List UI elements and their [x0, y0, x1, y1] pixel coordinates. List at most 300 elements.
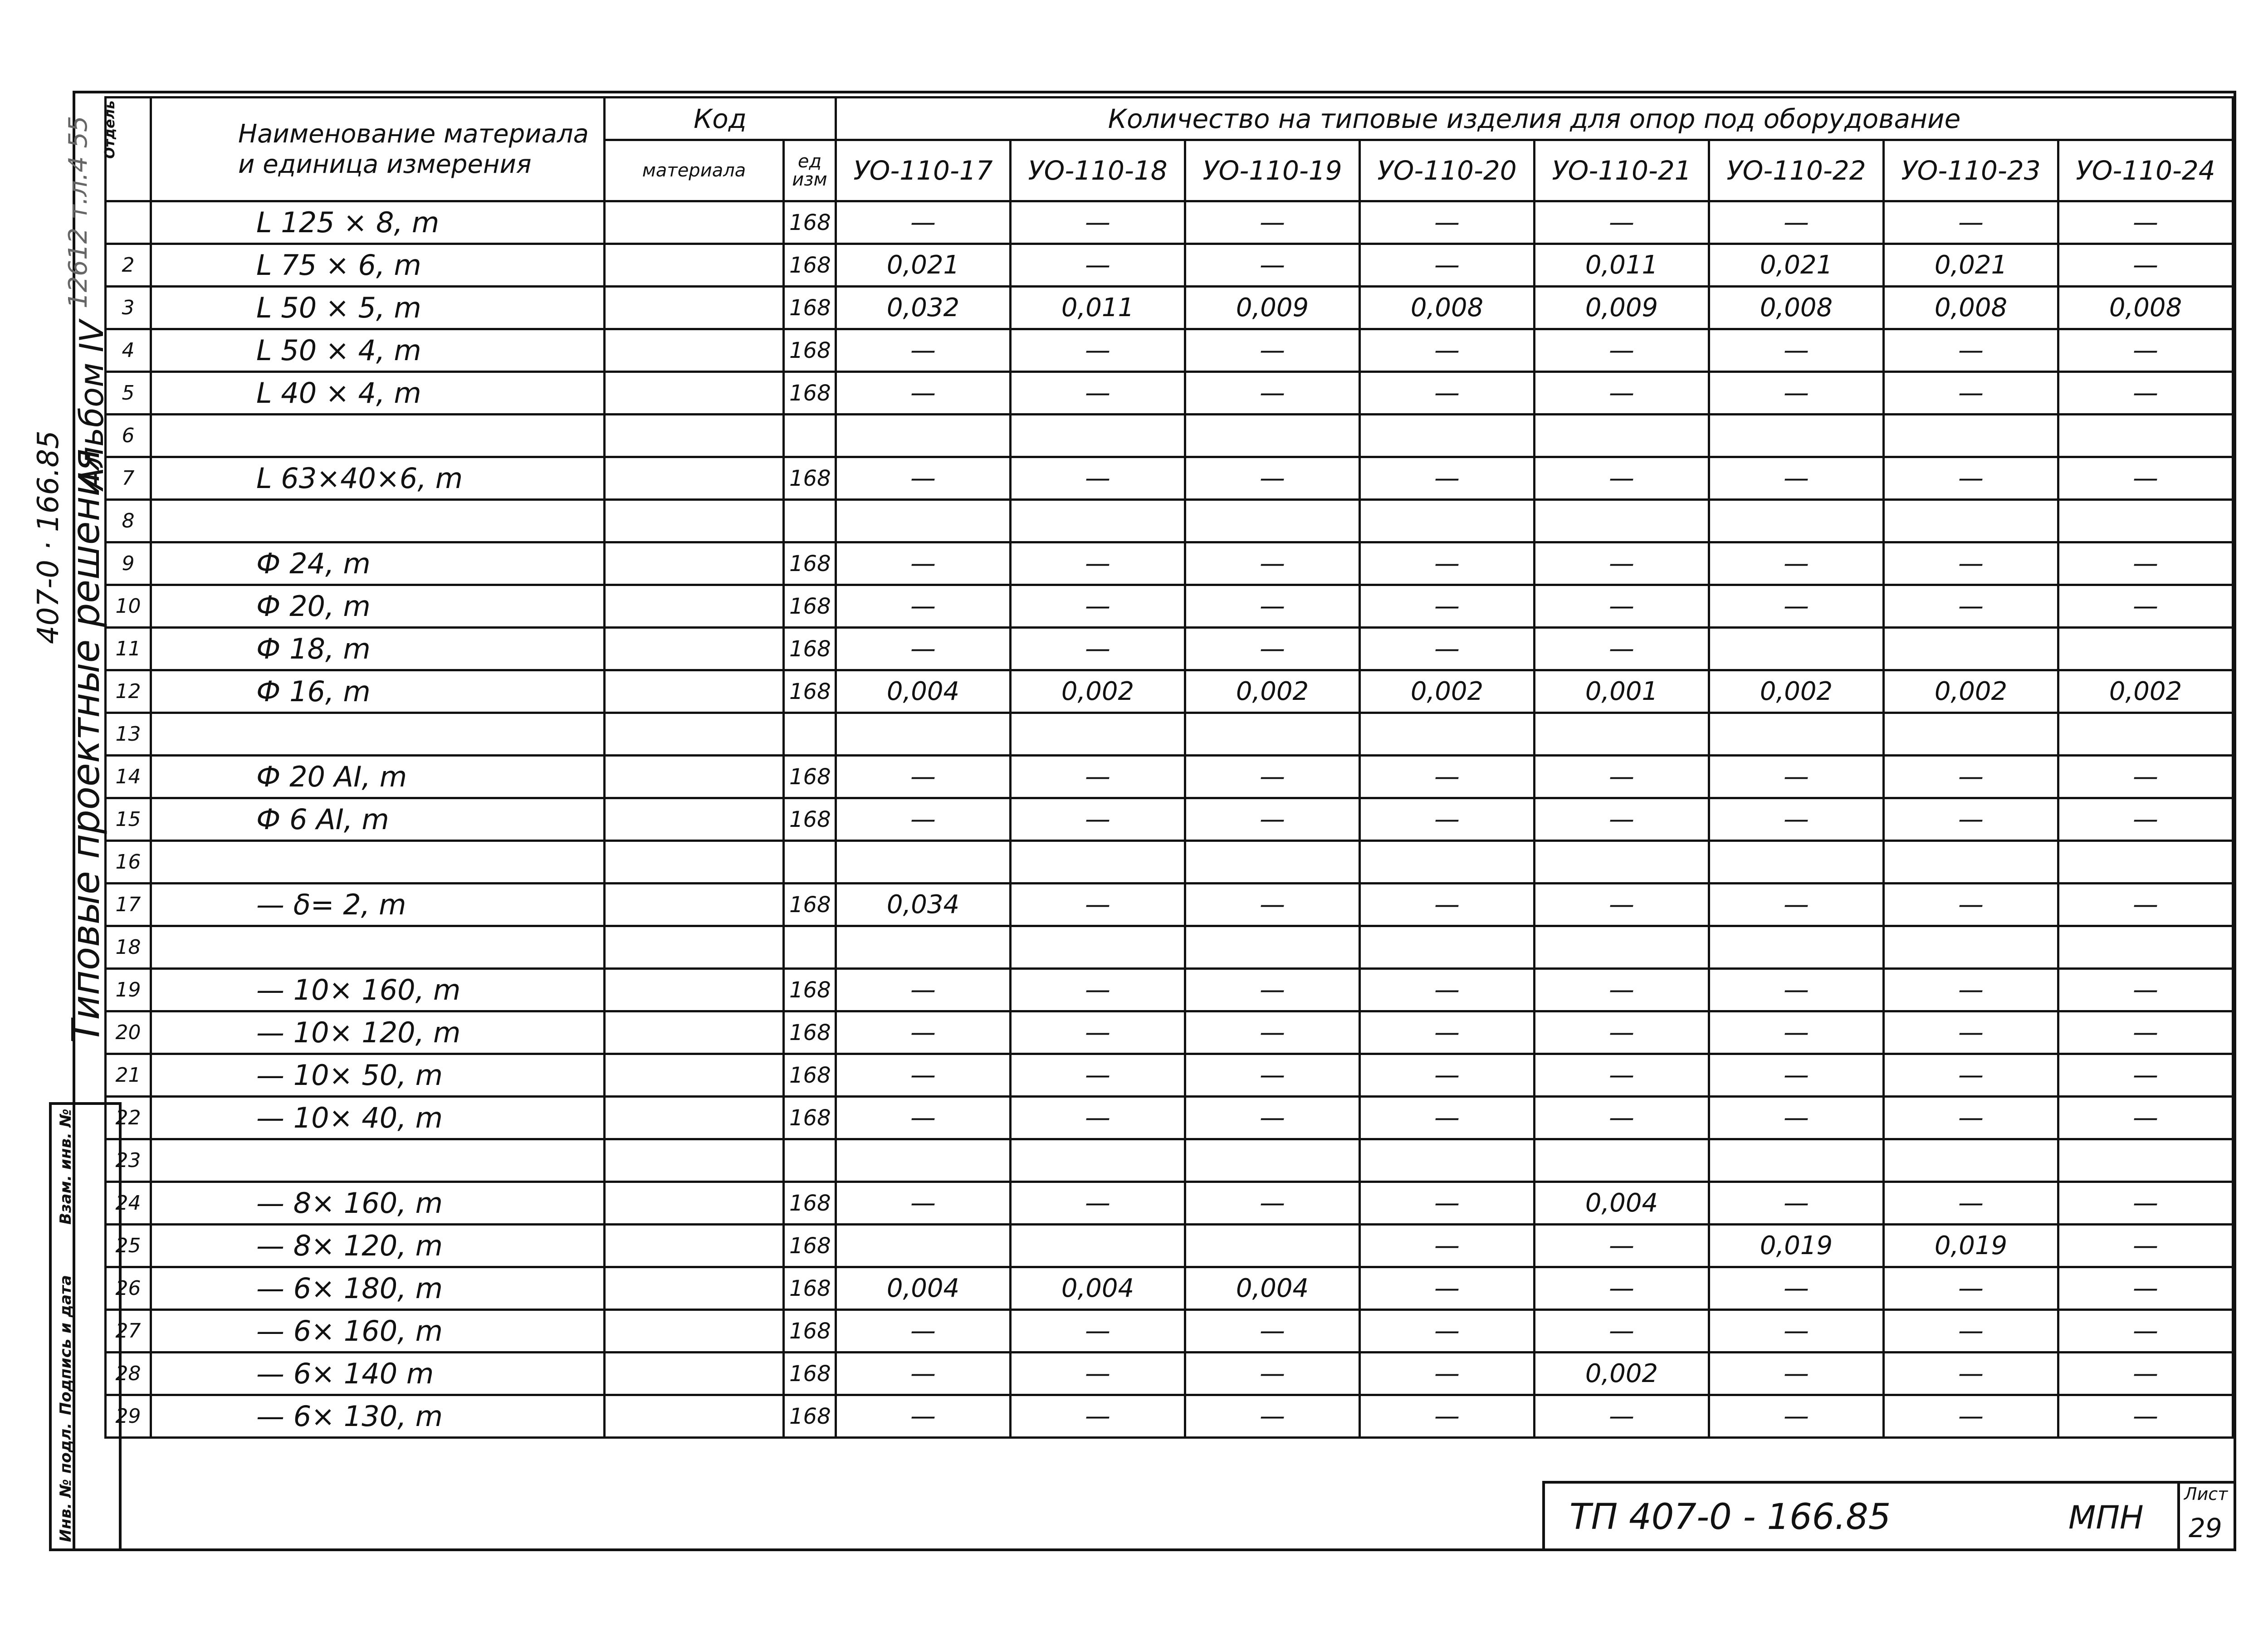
table-row [106, 670, 2233, 713]
row-number: 5 [106, 372, 151, 415]
quantity-cell [1709, 628, 1884, 670]
quantity-cell [2058, 628, 2233, 670]
quantity-cell: — [1709, 1097, 1884, 1139]
quantity-cell [1011, 713, 1185, 756]
table-row [106, 1097, 2233, 1139]
row-number: 14 [106, 756, 151, 798]
replacement-label: Взам. инв. № [57, 1109, 75, 1225]
quantity-cell: — [1185, 1182, 1360, 1225]
material-name: — 6× 180, m [151, 1267, 605, 1310]
material-name [151, 1139, 605, 1182]
quantity-cell: — [1535, 1225, 1709, 1267]
row-number: 9 [106, 542, 151, 585]
quantity-cell: — [1535, 1395, 1709, 1438]
quantity-cell: 0,004 [1185, 1267, 1360, 1310]
material-name: Ф 24, m [151, 542, 605, 585]
product-column-header: УО-110-22 [1709, 140, 1884, 201]
row-number: 11 [106, 628, 151, 670]
quantity-cell: — [836, 1054, 1011, 1097]
quantity-cell: — [1535, 756, 1709, 798]
quantity-cell: — [2058, 1011, 2233, 1054]
quantity-cell [1011, 500, 1185, 542]
quantity-cell: 0,002 [1884, 670, 2058, 713]
material-name [151, 713, 605, 756]
quantity-cell [1360, 500, 1535, 542]
quantity-cell: — [1709, 585, 1884, 628]
quantity-cell: — [1011, 457, 1185, 500]
quantity-cell [1185, 1139, 1360, 1182]
quantity-cell: — [1709, 969, 1884, 1011]
quantity-cell: — [1185, 372, 1360, 415]
material-name: Ф 16, m [151, 670, 605, 713]
quantity-cell: — [1011, 329, 1185, 372]
material-code [605, 500, 784, 542]
quantity-cell: — [1709, 542, 1884, 585]
quantity-cell [1360, 713, 1535, 756]
quantity-cell: — [1185, 1097, 1360, 1139]
quantity-cell: — [1011, 244, 1185, 287]
table-row [106, 1310, 2233, 1353]
quantity-cell: — [1535, 1054, 1709, 1097]
row-number-header [106, 98, 151, 201]
quantity-cell: — [2058, 798, 2233, 841]
quantity-cell: — [1360, 1097, 1535, 1139]
quantity-cell: 0,011 [1535, 244, 1709, 287]
quantity-cell: — [2058, 1225, 2233, 1267]
material-name: L 40 × 4, m [151, 372, 605, 415]
quantity-cell [1884, 1139, 2058, 1182]
unit-code: 168 [784, 1395, 836, 1438]
quantity-cell: 0,002 [1185, 670, 1360, 713]
album-label: Альбом IV [73, 320, 111, 490]
material-code [605, 244, 784, 287]
quantity-cell: — [1360, 201, 1535, 244]
unit-code: 168 [784, 542, 836, 585]
top-note: 12612 т.л.4 55 [64, 116, 93, 308]
header-row-1 [106, 98, 2233, 140]
quantity-cell [2058, 1139, 2233, 1182]
material-code [605, 1182, 784, 1225]
quantity-cell: — [836, 585, 1011, 628]
quantity-cell: — [2058, 1353, 2233, 1395]
quantity-cell: — [1011, 585, 1185, 628]
quantity-cell [1884, 841, 2058, 884]
material-name: Ф 18, m [151, 628, 605, 670]
quantity-cell [2058, 415, 2233, 457]
product-column-header: УО-110-24 [2058, 140, 2233, 201]
quantity-cell: — [1709, 1310, 1884, 1353]
material-code [605, 926, 784, 969]
quantity-cell: — [1185, 457, 1360, 500]
quantity-cell: — [1709, 1011, 1884, 1054]
quantity-cell: 0,008 [2058, 287, 2233, 329]
quantity-cell: — [1884, 1054, 2058, 1097]
table-row [106, 287, 2233, 329]
material-code [605, 329, 784, 372]
quantity-cell [1535, 841, 1709, 884]
quantity-cell: — [1011, 1395, 1185, 1438]
product-column-header: УО-110-19 [1185, 140, 1360, 201]
quantity-cell: — [836, 756, 1011, 798]
material-name: — 10× 160, m [151, 969, 605, 1011]
quantity-cell: — [836, 372, 1011, 415]
unit-code: 168 [784, 1310, 836, 1353]
code-material-header: материала [605, 140, 784, 201]
quantity-cell: — [1884, 756, 2058, 798]
quantity-cell [2058, 926, 2233, 969]
unit-code: 168 [784, 585, 836, 628]
quantity-cell: — [836, 1395, 1011, 1438]
quantity-cell: — [2058, 329, 2233, 372]
material-code [605, 1011, 784, 1054]
quantity-cell: — [1884, 201, 2058, 244]
material-name: — 10× 40, m [151, 1097, 605, 1139]
table-row [106, 969, 2233, 1011]
quantity-cell: — [1535, 372, 1709, 415]
table-row [106, 500, 2233, 542]
quantity-cell: 0,032 [836, 287, 1011, 329]
section-label: Отдель [102, 100, 118, 159]
quantity-cell [1011, 415, 1185, 457]
material-name: — 10× 120, m [151, 1011, 605, 1054]
quantity-cell: — [1884, 969, 2058, 1011]
quantity-cell [1535, 713, 1709, 756]
row-number: 6 [106, 415, 151, 457]
unit-code: 168 [784, 756, 836, 798]
unit-code: 168 [784, 1225, 836, 1267]
material-name: Ф 20 AI, m [151, 756, 605, 798]
row-number: 12 [106, 670, 151, 713]
quantity-cell: — [1360, 585, 1535, 628]
quantity-cell [1185, 841, 1360, 884]
unit-code: 168 [784, 969, 836, 1011]
unit-code [784, 1139, 836, 1182]
material-name [151, 841, 605, 884]
quantity-cell [1709, 1139, 1884, 1182]
unit-code [784, 841, 836, 884]
quantity-cell [1360, 1139, 1535, 1182]
quantity-cell: 0,009 [1185, 287, 1360, 329]
quantity-cell: 0,021 [1884, 244, 2058, 287]
material-code [605, 884, 784, 926]
quantity-cell: — [1535, 969, 1709, 1011]
material-code [605, 628, 784, 670]
product-column-header: УО-110-20 [1360, 140, 1535, 201]
quantity-cell: 0,002 [1011, 670, 1185, 713]
quantity-cell: 0,008 [1884, 287, 2058, 329]
material-code [605, 1225, 784, 1267]
quantity-cell: — [1185, 798, 1360, 841]
quantity-cell: — [1709, 1395, 1884, 1438]
quantity-cell: — [2058, 457, 2233, 500]
material-code [605, 713, 784, 756]
material-code [605, 415, 784, 457]
quantity-cell: — [1535, 201, 1709, 244]
material-name [151, 926, 605, 969]
material-code [605, 1139, 784, 1182]
quantity-cell [836, 1139, 1011, 1182]
row-number: 21 [106, 1054, 151, 1097]
quantity-cell: — [1709, 798, 1884, 841]
quantity-cell: 0,021 [1709, 244, 1884, 287]
quantity-cell: — [1011, 1353, 1185, 1395]
table-row [106, 713, 2233, 756]
quantity-cell: — [1011, 756, 1185, 798]
doc-ref: 407-0 · 166.85 [32, 430, 65, 644]
row-number: 26 [106, 1267, 151, 1310]
row-number: 3 [106, 287, 151, 329]
quantity-cell: — [836, 329, 1011, 372]
material-name: L 50 × 4, m [151, 329, 605, 372]
table-body [106, 201, 2233, 1438]
quantity-cell: 0,021 [836, 244, 1011, 287]
quantity-cell: — [836, 798, 1011, 841]
unit-code: 168 [784, 244, 836, 287]
quantity-cell: — [1535, 585, 1709, 628]
material-code [605, 457, 784, 500]
quantity-cell: — [2058, 542, 2233, 585]
quantity-cell [1709, 926, 1884, 969]
unit-code: 168 [784, 670, 836, 713]
row-number: 19 [106, 969, 151, 1011]
quantity-cell: 0,002 [1535, 1353, 1709, 1395]
unit-code: 168 [784, 329, 836, 372]
quantity-cell: — [1011, 1054, 1185, 1097]
quantity-cell: — [1360, 1310, 1535, 1353]
quantity-cell: 0,004 [836, 1267, 1011, 1310]
product-column-header: УО-110-23 [1884, 140, 2058, 201]
quantity-cell [1185, 926, 1360, 969]
quantity-cell: — [1709, 884, 1884, 926]
material-name: L 125 × 8, m [151, 201, 605, 244]
quantity-cell: 0,002 [2058, 670, 2233, 713]
material-code [605, 841, 784, 884]
unit-code: 168 [784, 372, 836, 415]
quantity-cell [836, 713, 1011, 756]
quantity-cell [1011, 926, 1185, 969]
quantity-cell: — [836, 201, 1011, 244]
material-name: Ф 20, m [151, 585, 605, 628]
row-number: 18 [106, 926, 151, 969]
quantity-cell [2058, 841, 2233, 884]
table-row [106, 926, 2233, 969]
material-name: — 6× 140 m [151, 1353, 605, 1395]
quantity-cell: — [2058, 1310, 2233, 1353]
quantity-cell: — [1884, 1267, 2058, 1310]
unit-code: 168 [784, 287, 836, 329]
quantity-cell: — [1185, 628, 1360, 670]
quantity-cell [1011, 1225, 1185, 1267]
quantity-cell [1360, 926, 1535, 969]
material-name: Ф 6 AI, m [151, 798, 605, 841]
quantity-cell: — [1884, 329, 2058, 372]
quantity-cell: — [1185, 1395, 1360, 1438]
quantity-cell [1884, 713, 2058, 756]
quantity-cell: — [1360, 969, 1535, 1011]
quantity-cell: — [1011, 1182, 1185, 1225]
row-number: 4 [106, 329, 151, 372]
table-row [106, 1353, 2233, 1395]
row-number: 25 [106, 1225, 151, 1267]
quantity-cell: — [1884, 1353, 2058, 1395]
table-row [106, 585, 2233, 628]
quantity-cell: — [836, 969, 1011, 1011]
row-number: 2 [106, 244, 151, 287]
quantity-cell: — [1185, 884, 1360, 926]
quantity-cell: — [1185, 1353, 1360, 1395]
table-row [106, 1011, 2233, 1054]
row-number: 17 [106, 884, 151, 926]
quantity-cell: — [1360, 372, 1535, 415]
quantity-cell: — [1011, 201, 1185, 244]
inventory-label: Инв. № подл. [57, 1422, 75, 1542]
material-code [605, 542, 784, 585]
unit-header: ед изм [784, 140, 836, 201]
material-name: L 63×40×6, m [151, 457, 605, 500]
quantity-cell: 0,008 [1709, 287, 1884, 329]
material-name: — δ= 2, m [151, 884, 605, 926]
quantity-cell: — [1884, 1011, 2058, 1054]
quantity-cell: 0,034 [836, 884, 1011, 926]
quantity-cell: — [1535, 1267, 1709, 1310]
material-code [605, 670, 784, 713]
quantity-header: Количество на типовые изделия для опор под оборудование [836, 98, 2233, 140]
unit-code [784, 713, 836, 756]
quantity-cell: — [2058, 1097, 2233, 1139]
quantity-cell: — [1011, 884, 1185, 926]
quantity-cell: — [1360, 1182, 1535, 1225]
row-number: 10 [106, 585, 151, 628]
material-name: — 8× 160, m [151, 1182, 605, 1225]
quantity-cell [836, 415, 1011, 457]
quantity-cell: — [1360, 798, 1535, 841]
quantity-cell: 0,004 [1011, 1267, 1185, 1310]
document-number: ТП 407-0 - 166.85 [1569, 1497, 1891, 1538]
material-code [605, 585, 784, 628]
unit-code: 168 [784, 1353, 836, 1395]
quantity-cell: — [1535, 457, 1709, 500]
material-name: L 50 × 5, m [151, 287, 605, 329]
quantity-cell: — [1360, 244, 1535, 287]
unit-code: 168 [784, 201, 836, 244]
quantity-cell: — [1360, 1395, 1535, 1438]
quantity-cell: — [836, 1011, 1011, 1054]
material-code [605, 1267, 784, 1310]
quantity-cell [836, 1225, 1011, 1267]
row-number: 20 [106, 1011, 151, 1054]
quantity-cell: — [1884, 1395, 2058, 1438]
quantity-cell: — [2058, 756, 2233, 798]
unit-code [784, 415, 836, 457]
quantity-cell [836, 926, 1011, 969]
quantity-cell: — [2058, 372, 2233, 415]
unit-code: 168 [784, 1054, 836, 1097]
table-row [106, 542, 2233, 585]
row-number: 15 [106, 798, 151, 841]
quantity-cell: — [1185, 201, 1360, 244]
quantity-cell: — [836, 1182, 1011, 1225]
quantity-cell: 0,011 [1011, 287, 1185, 329]
quantity-cell: — [1884, 1097, 2058, 1139]
row-number: 27 [106, 1310, 151, 1353]
material-name [151, 415, 605, 457]
quantity-cell: — [1360, 329, 1535, 372]
quantity-cell [1185, 415, 1360, 457]
quantity-cell: — [1011, 628, 1185, 670]
material-name-header: Наименование материала и единица измерения [151, 98, 605, 201]
quantity-cell: — [1360, 628, 1535, 670]
material-code [605, 1395, 784, 1438]
unit-code [784, 500, 836, 542]
quantity-cell [1185, 500, 1360, 542]
quantity-cell: — [1185, 1011, 1360, 1054]
quantity-cell: — [1185, 585, 1360, 628]
quantity-cell: — [1011, 1011, 1185, 1054]
unit-code: 168 [784, 798, 836, 841]
table-row [106, 798, 2233, 841]
quantity-cell: — [836, 1310, 1011, 1353]
product-column-header: УО-110-17 [836, 140, 1011, 201]
quantity-cell: — [1535, 542, 1709, 585]
quantity-cell: — [836, 1353, 1011, 1395]
material-name [151, 500, 605, 542]
quantity-cell: — [1884, 798, 2058, 841]
quantity-cell: — [836, 457, 1011, 500]
material-code [605, 1054, 784, 1097]
row-number: 13 [106, 713, 151, 756]
row-number: 24 [106, 1182, 151, 1225]
quantity-cell: — [1709, 756, 1884, 798]
quantity-cell: — [836, 542, 1011, 585]
quantity-cell: — [2058, 884, 2233, 926]
unit-code: 168 [784, 1182, 836, 1225]
quantity-cell: — [2058, 1182, 2233, 1225]
unit-code: 168 [784, 1097, 836, 1139]
table-row [106, 415, 2233, 457]
table-row [106, 756, 2233, 798]
table-row [106, 1225, 2233, 1267]
table-row [106, 884, 2233, 926]
quantity-cell: — [1709, 1353, 1884, 1395]
unit-code [784, 926, 836, 969]
quantity-cell: — [1360, 542, 1535, 585]
quantity-cell: — [1360, 884, 1535, 926]
department-code: МПН [2068, 1499, 2144, 1536]
table-row [106, 1182, 2233, 1225]
quantity-cell [1360, 415, 1535, 457]
quantity-cell [1360, 841, 1535, 884]
unit-code: 168 [784, 1011, 836, 1054]
table-row [106, 841, 2233, 884]
quantity-cell: — [1709, 457, 1884, 500]
material-code [605, 1353, 784, 1395]
quantity-cell: — [2058, 1267, 2233, 1310]
table-row [106, 457, 2233, 500]
quantity-cell: — [1884, 542, 2058, 585]
quantity-cell: — [1360, 1353, 1535, 1395]
quantity-cell [1884, 926, 2058, 969]
quantity-cell: — [1884, 1310, 2058, 1353]
code-header: Код [605, 98, 836, 140]
sheet-number: 29 [2189, 1513, 2222, 1543]
quantity-cell [1709, 415, 1884, 457]
quantity-cell: — [1360, 457, 1535, 500]
quantity-cell: — [1535, 798, 1709, 841]
quantity-cell: — [1185, 542, 1360, 585]
quantity-cell: 0,008 [1360, 287, 1535, 329]
quantity-cell: — [2058, 201, 2233, 244]
table-row [106, 329, 2233, 372]
